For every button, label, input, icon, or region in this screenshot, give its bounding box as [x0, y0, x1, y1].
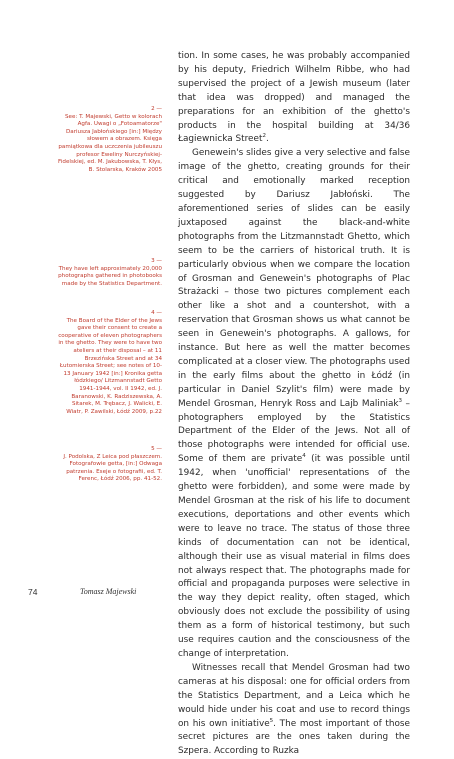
paragraph — [178, 147, 410, 662]
footnote-ref: 4 — [302, 453, 306, 460]
footnote-number: 2 — — [151, 106, 162, 112]
footnote-2 — [58, 106, 162, 174]
footnote-text: J. Podolska, Z Leica pod płaszczem. Fotografowie getta, [in:] Odwaga patrzenia. Eseje o fotografii, ed. T. Ferenc, Łódź 2006, pp. 41-52. — [63, 453, 162, 483]
paragraph-text: Witnesses recall that Mendel Grosman had two cameras at his disposal: one for official orders from the Statistics Department, and a Leica which he would hide under his coat and use to record things on his own initiative — [178, 662, 410, 729]
footnote-ref: 5 — [269, 717, 274, 724]
page-number: 74 — [28, 587, 38, 597]
footnote-number: 5 — — [151, 446, 162, 452]
footnote-number: 4 — — [151, 310, 162, 316]
paragraph-text: Genewein's slides give a very selective and false image of the ghetto, creating grounds for their critical and emotionally marked reception suggested by Dariusz Jabłoński. The aforementioned series of slides can be easily juxtaposed against the black-and-white photographs from the Litzmannstadt Ghetto, which seem to be the carriers of historical truth. It is particularly obvious when we compare the location of Grosman and Genewein's photographs of Plac Strażacki – those two pictures complement each other like a shot and a countershot, with a reservation that Grosman shows us what cannot be seen in Genewein's photographs. A gallows, for instance. But here as well the matter becomes complicated at a closer view. The photographs used in the early films about the ghetto in Łódź (in particular in Daniel Szylit's film) were made by Mendel Grosman, Henryk Ross and Lajb Maliniak — [178, 148, 410, 409]
paragraph-text: tion. In some cases, he was probably accompanied by his deputy, Friedrich Wilhelm Ribbe, who had supervised the project of a Jewish museum (later that idea was dropped) and managed the preparations for an exhibition of the ghetto's products in the hospital building at 34/36 Łagiewnicka Street — [178, 51, 410, 145]
paragraph-text: . The most important of those secret pictures are the ones taken during the Szpera. According to Ruzka — [178, 718, 410, 757]
footnote-4 — [58, 310, 162, 416]
footnote-text: They have left approximately 20,000 photographs gathered in photobooks made by the Statistics Department. — [58, 265, 162, 287]
footnote-number: 3 — — [151, 258, 162, 264]
footnote-ref: 3 — [398, 397, 403, 404]
paragraph-text: – photographers employed by the Statistics Department of the Elder of the Jews. Not all of those photographs were intended for official use. Some of them are private — [178, 398, 410, 465]
paragraph-text: . — [265, 134, 269, 145]
paragraph-text: (it was possible until 1942, when 'unofficial' representations of the ghetto were forbidden), and some were made by Mendel Grosman at the risk of his life to document executions, deportations and other events which were to leave no trace. The status of those three kinds of documentation can not be identical, although their use as visual material in films does not always respect that. The photographs made for official and propaganda purposes were selective in the way they depict reality, often staged, which obviously does not exclude the possibility of using them as a form of historical testimony, but such use requires caution and the consciousness of the change of interpretation. — [178, 454, 410, 659]
running-author: Tomasz Majewski — [80, 587, 137, 596]
footnote-text: See: T. Majewski, Getto w kolorach Agfa. Uwagi o „Fotoamatorze" Dariusza Jabłońskiego [in:] Między słowem a obrazem. Księga pamiątkowa dla uczczenia jubileuszu profesor Eweliny Nurczyńskiej-Fidelskiej, ed. M. Jakubowska, T. Kłys, B. Stolarska, Kraków 2005 — [58, 113, 162, 173]
footnote-ref: 2 — [262, 133, 266, 140]
footnote-text: The Board of the Elder of the Jews gave their consent to create a cooperative of eleven photographers in the ghetto. They were to have two ateliers at their disposal – at 11 Brzezińska Street and at 34 Łutomierska Street; see notes of 10-13 January 1942 [in:] Kronika getta łódzkiego/ Litzmannstadt Getto 1941-1944, vol. II 1942, ed. J. Baranowski, K. Radziszewska, A. Sitarek, M. Trębacz, J. Walicki, E. Wiatr, P. Zawilski, Łódź 2009, p.22 — [58, 317, 162, 415]
paragraph — [178, 50, 410, 147]
footnote-5 — [58, 446, 162, 484]
paragraph — [178, 662, 410, 759]
footnote-3 — [58, 258, 162, 288]
main-text-column — [178, 50, 410, 759]
